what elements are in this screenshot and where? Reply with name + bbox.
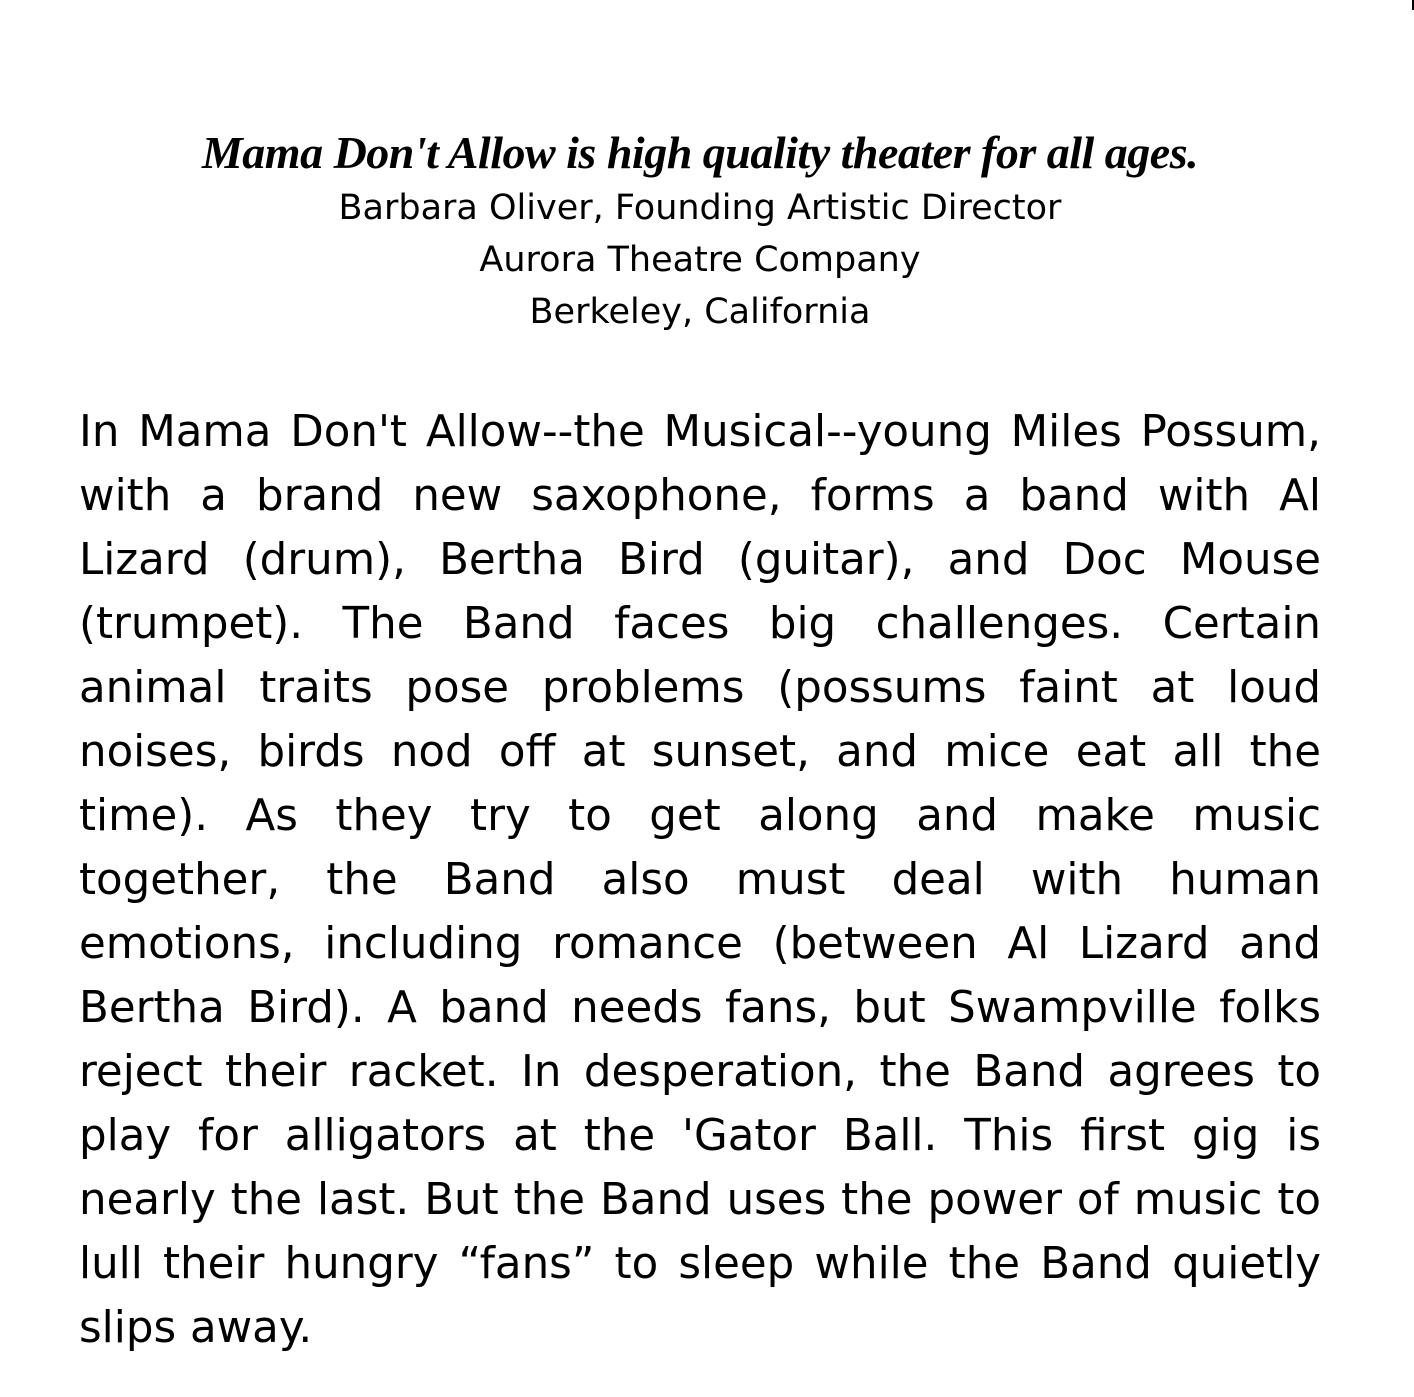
synopsis-paragraph: In Mama Don't Allow--the Musical--young Miles Possum, with a brand new saxophone, forms a band with Al Lizard (drum), Bertha Bird (guitar), and Doc Mouse (trumpet). The Band faces big challenges. Certain animal traits pose problems (possums faint at loud noises, birds nod off at sunset, and mice eat all the time). As they try to get along and make music together, the Band also must deal with human emotions, including romance (between Al Lizard and Bertha Bird). A band needs fans, but Swampville folks reject their racket. In desperation, the Band agrees to play for alligators at the 'Gator Ball. This first gig is nearly the last. But the Band uses the power of music to lull their hungry “fans” to sleep while the Band quietly slips away. [79,407,1321,1353]
testimonial-quote: Mama Don't Allow is high quality theater for all ages. [201,127,1199,178]
attribution-company: Aurora Theatre Company [479,240,921,280]
attribution-name-title: Barbara Oliver, Founding Artistic Director [338,188,1062,228]
testimonial-block [0,124,1400,338]
attribution-location: Berkeley, California [529,292,871,332]
